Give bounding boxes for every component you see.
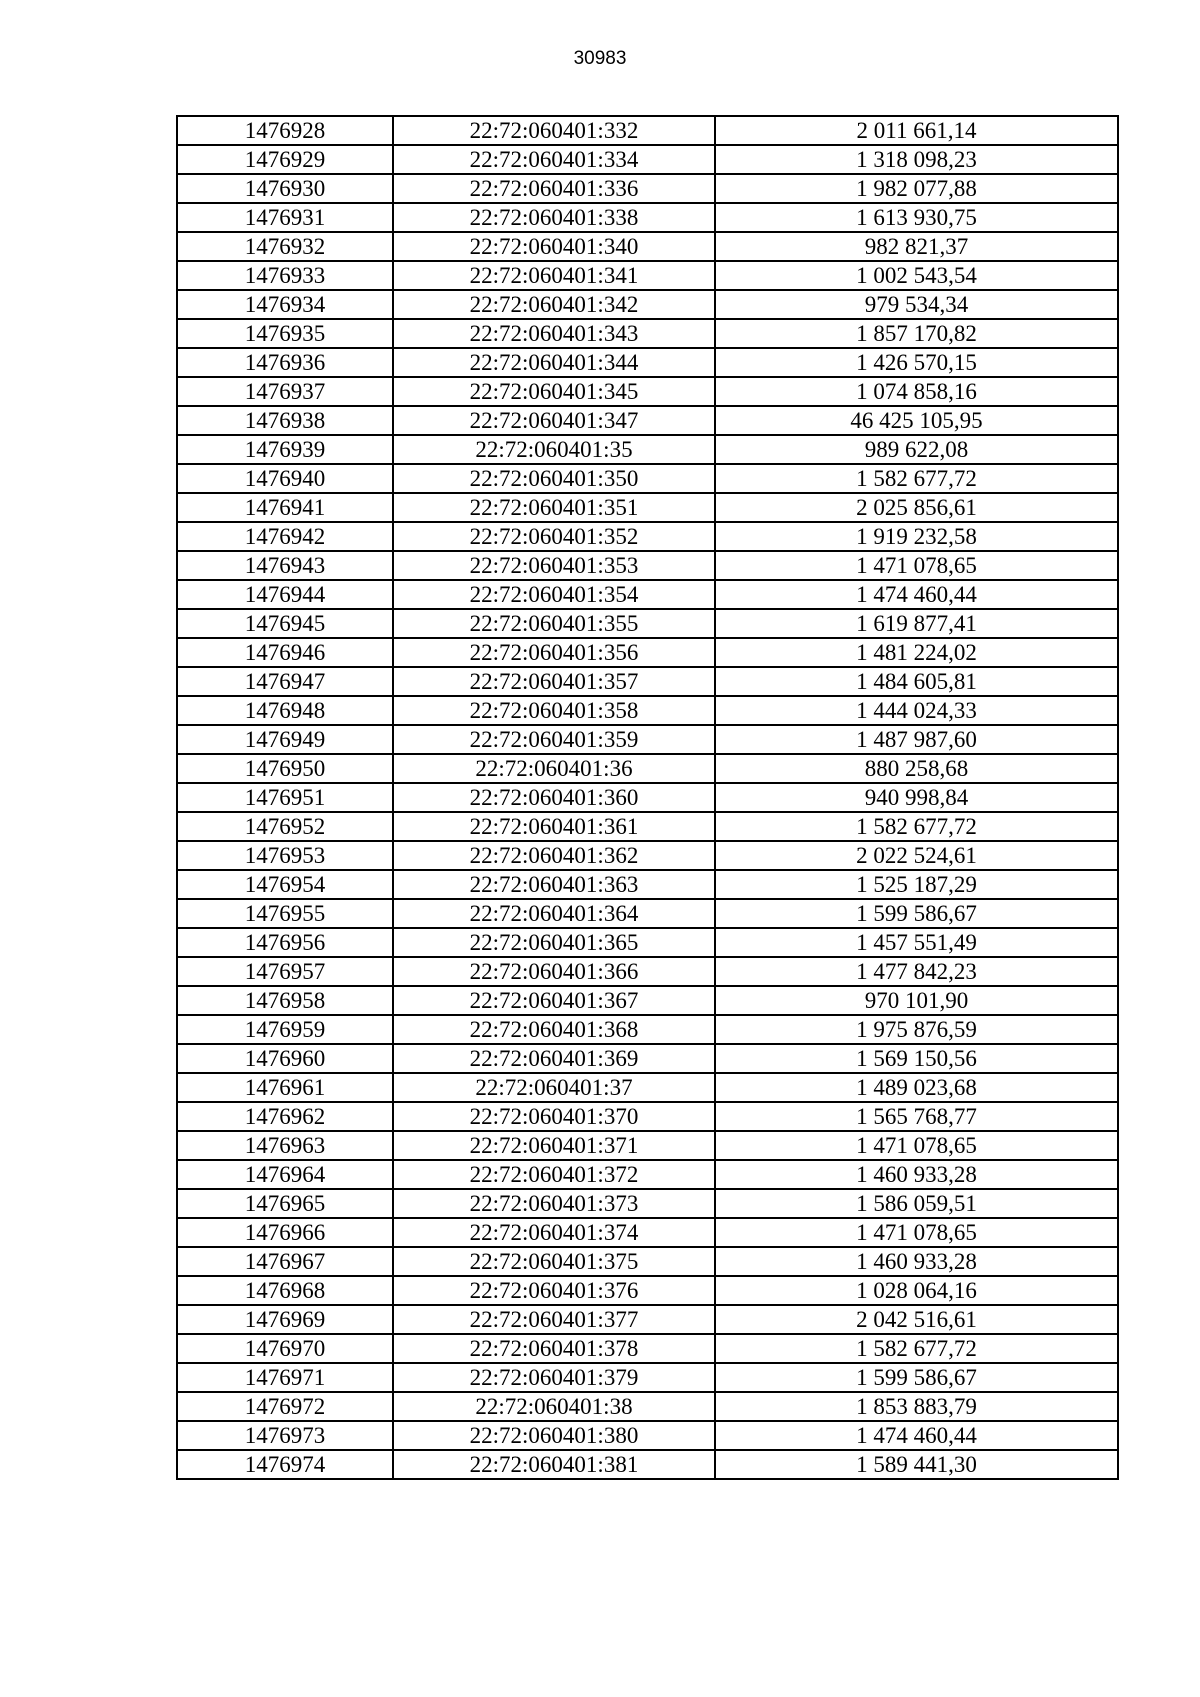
cadastral-number-cell: 22:72:060401:370 (393, 1102, 715, 1131)
table-row (177, 870, 1118, 899)
value-cell: 1 460 933,28 (715, 1160, 1118, 1189)
record-number-cell: 1476944 (177, 580, 393, 609)
table-row (177, 290, 1118, 319)
cadastral-number-cell: 22:72:060401:353 (393, 551, 715, 580)
table-row (177, 464, 1118, 493)
registry-table (176, 115, 1119, 1480)
cadastral-number-cell: 22:72:060401:362 (393, 841, 715, 870)
value-cell: 1 477 842,23 (715, 957, 1118, 986)
record-number-cell: 1476974 (177, 1450, 393, 1479)
record-number-cell: 1476936 (177, 348, 393, 377)
record-number-cell: 1476961 (177, 1073, 393, 1102)
cadastral-number-cell: 22:72:060401:350 (393, 464, 715, 493)
table-row (177, 1247, 1118, 1276)
value-cell: 989 622,08 (715, 435, 1118, 464)
table-row (177, 116, 1118, 145)
cadastral-number-cell: 22:72:060401:368 (393, 1015, 715, 1044)
record-number-cell: 1476946 (177, 638, 393, 667)
cadastral-number-cell: 22:72:060401:376 (393, 1276, 715, 1305)
record-number-cell: 1476951 (177, 783, 393, 812)
record-number-cell: 1476956 (177, 928, 393, 957)
table-row (177, 1131, 1118, 1160)
value-cell: 1 565 768,77 (715, 1102, 1118, 1131)
value-cell: 1 525 187,29 (715, 870, 1118, 899)
value-cell: 2 011 661,14 (715, 116, 1118, 145)
value-cell: 1 489 023,68 (715, 1073, 1118, 1102)
record-number-cell: 1476940 (177, 464, 393, 493)
table-row (177, 406, 1118, 435)
record-number-cell: 1476967 (177, 1247, 393, 1276)
value-cell: 1 481 224,02 (715, 638, 1118, 667)
table-row (177, 1392, 1118, 1421)
record-number-cell: 1476960 (177, 1044, 393, 1073)
record-number-cell: 1476945 (177, 609, 393, 638)
record-number-cell: 1476973 (177, 1421, 393, 1450)
table-row (177, 696, 1118, 725)
record-number-cell: 1476939 (177, 435, 393, 464)
cadastral-number-cell: 22:72:060401:357 (393, 667, 715, 696)
value-cell: 1 569 150,56 (715, 1044, 1118, 1073)
table-row (177, 609, 1118, 638)
cadastral-number-cell: 22:72:060401:378 (393, 1334, 715, 1363)
cadastral-number-cell: 22:72:060401:343 (393, 319, 715, 348)
value-cell: 1 857 170,82 (715, 319, 1118, 348)
value-cell: 979 534,34 (715, 290, 1118, 319)
cadastral-number-cell: 22:72:060401:381 (393, 1450, 715, 1479)
record-number-cell: 1476929 (177, 145, 393, 174)
table-row (177, 1015, 1118, 1044)
record-number-cell: 1476952 (177, 812, 393, 841)
value-cell: 1 426 570,15 (715, 348, 1118, 377)
cadastral-number-cell: 22:72:060401:363 (393, 870, 715, 899)
value-cell: 1 613 930,75 (715, 203, 1118, 232)
table-row (177, 1363, 1118, 1392)
cadastral-number-cell: 22:72:060401:379 (393, 1363, 715, 1392)
record-number-cell: 1476947 (177, 667, 393, 696)
cadastral-number-cell: 22:72:060401:355 (393, 609, 715, 638)
table-row (177, 957, 1118, 986)
cadastral-number-cell: 22:72:060401:36 (393, 754, 715, 783)
record-number-cell: 1476941 (177, 493, 393, 522)
table-row (177, 493, 1118, 522)
cadastral-number-cell: 22:72:060401:361 (393, 812, 715, 841)
table-row (177, 1160, 1118, 1189)
value-cell: 1 589 441,30 (715, 1450, 1118, 1479)
record-number-cell: 1476963 (177, 1131, 393, 1160)
value-cell: 1 919 232,58 (715, 522, 1118, 551)
table-row (177, 522, 1118, 551)
table-row (177, 1276, 1118, 1305)
value-cell: 1 582 677,72 (715, 464, 1118, 493)
cadastral-number-cell: 22:72:060401:336 (393, 174, 715, 203)
record-number-cell: 1476964 (177, 1160, 393, 1189)
value-cell: 1 002 543,54 (715, 261, 1118, 290)
record-number-cell: 1476953 (177, 841, 393, 870)
record-number-cell: 1476957 (177, 957, 393, 986)
cadastral-number-cell: 22:72:060401:332 (393, 116, 715, 145)
cadastral-number-cell: 22:72:060401:338 (393, 203, 715, 232)
cadastral-number-cell: 22:72:060401:380 (393, 1421, 715, 1450)
table-row (177, 725, 1118, 754)
table-row (177, 928, 1118, 957)
value-cell: 1 982 077,88 (715, 174, 1118, 203)
table-row (177, 377, 1118, 406)
value-cell: 1 460 933,28 (715, 1247, 1118, 1276)
record-number-cell: 1476932 (177, 232, 393, 261)
table-row (177, 1218, 1118, 1247)
record-number-cell: 1476968 (177, 1276, 393, 1305)
value-cell: 1 484 605,81 (715, 667, 1118, 696)
cadastral-number-cell: 22:72:060401:38 (393, 1392, 715, 1421)
table-row (177, 1421, 1118, 1450)
value-cell: 1 853 883,79 (715, 1392, 1118, 1421)
cadastral-number-cell: 22:72:060401:360 (393, 783, 715, 812)
record-number-cell: 1476950 (177, 754, 393, 783)
record-number-cell: 1476955 (177, 899, 393, 928)
record-number-cell: 1476949 (177, 725, 393, 754)
table-row (177, 638, 1118, 667)
record-number-cell: 1476969 (177, 1305, 393, 1334)
cadastral-number-cell: 22:72:060401:356 (393, 638, 715, 667)
cadastral-number-cell: 22:72:060401:366 (393, 957, 715, 986)
record-number-cell: 1476966 (177, 1218, 393, 1247)
value-cell: 1 474 460,44 (715, 1421, 1118, 1450)
value-cell: 940 998,84 (715, 783, 1118, 812)
value-cell: 2 042 516,61 (715, 1305, 1118, 1334)
value-cell: 1 444 024,33 (715, 696, 1118, 725)
cadastral-number-cell: 22:72:060401:371 (393, 1131, 715, 1160)
record-number-cell: 1476931 (177, 203, 393, 232)
record-number-cell: 1476954 (177, 870, 393, 899)
value-cell: 1 474 460,44 (715, 580, 1118, 609)
cadastral-number-cell: 22:72:060401:365 (393, 928, 715, 957)
record-number-cell: 1476928 (177, 116, 393, 145)
cadastral-number-cell: 22:72:060401:334 (393, 145, 715, 174)
record-number-cell: 1476965 (177, 1189, 393, 1218)
record-number-cell: 1476971 (177, 1363, 393, 1392)
table-row (177, 435, 1118, 464)
cadastral-number-cell: 22:72:060401:347 (393, 406, 715, 435)
table-row (177, 899, 1118, 928)
table-row (177, 174, 1118, 203)
record-number-cell: 1476934 (177, 290, 393, 319)
table-row (177, 841, 1118, 870)
value-cell: 1 074 858,16 (715, 377, 1118, 406)
table-row (177, 348, 1118, 377)
table-row (177, 1189, 1118, 1218)
record-number-cell: 1476933 (177, 261, 393, 290)
cadastral-number-cell: 22:72:060401:345 (393, 377, 715, 406)
cadastral-number-cell: 22:72:060401:369 (393, 1044, 715, 1073)
value-cell: 1 487 987,60 (715, 725, 1118, 754)
table-row (177, 1450, 1118, 1479)
record-number-cell: 1476958 (177, 986, 393, 1015)
table-row (177, 812, 1118, 841)
table-row (177, 145, 1118, 174)
cadastral-number-cell: 22:72:060401:358 (393, 696, 715, 725)
cadastral-number-cell: 22:72:060401:352 (393, 522, 715, 551)
record-number-cell: 1476970 (177, 1334, 393, 1363)
value-cell: 1 582 677,72 (715, 812, 1118, 841)
table-row (177, 551, 1118, 580)
cadastral-number-cell: 22:72:060401:373 (393, 1189, 715, 1218)
value-cell: 1 975 876,59 (715, 1015, 1118, 1044)
table-row (177, 754, 1118, 783)
cadastral-number-cell: 22:72:060401:340 (393, 232, 715, 261)
value-cell: 1 582 677,72 (715, 1334, 1118, 1363)
value-cell: 2 025 856,61 (715, 493, 1118, 522)
registry-table-body (177, 116, 1118, 1479)
record-number-cell: 1476943 (177, 551, 393, 580)
table-row (177, 667, 1118, 696)
value-cell: 1 599 586,67 (715, 899, 1118, 928)
cadastral-number-cell: 22:72:060401:35 (393, 435, 715, 464)
value-cell: 1 471 078,65 (715, 1131, 1118, 1160)
record-number-cell: 1476930 (177, 174, 393, 203)
table-row (177, 203, 1118, 232)
cadastral-number-cell: 22:72:060401:377 (393, 1305, 715, 1334)
value-cell: 1 457 551,49 (715, 928, 1118, 957)
table-row (177, 261, 1118, 290)
table-row (177, 232, 1118, 261)
value-cell: 1 471 078,65 (715, 551, 1118, 580)
table-row (177, 1102, 1118, 1131)
record-number-cell: 1476938 (177, 406, 393, 435)
record-number-cell: 1476935 (177, 319, 393, 348)
record-number-cell: 1476962 (177, 1102, 393, 1131)
record-number-cell: 1476959 (177, 1015, 393, 1044)
value-cell: 2 022 524,61 (715, 841, 1118, 870)
page-number: 30983 (573, 48, 627, 69)
cadastral-number-cell: 22:72:060401:342 (393, 290, 715, 319)
value-cell: 1 471 078,65 (715, 1218, 1118, 1247)
cadastral-number-cell: 22:72:060401:372 (393, 1160, 715, 1189)
value-cell: 46 425 105,95 (715, 406, 1118, 435)
value-cell: 880 258,68 (715, 754, 1118, 783)
record-number-cell: 1476937 (177, 377, 393, 406)
cadastral-number-cell: 22:72:060401:374 (393, 1218, 715, 1247)
cadastral-number-cell: 22:72:060401:37 (393, 1073, 715, 1102)
table-row (177, 986, 1118, 1015)
value-cell: 1 599 586,67 (715, 1363, 1118, 1392)
cadastral-number-cell: 22:72:060401:341 (393, 261, 715, 290)
cadastral-number-cell: 22:72:060401:359 (393, 725, 715, 754)
cadastral-number-cell: 22:72:060401:375 (393, 1247, 715, 1276)
value-cell: 982 821,37 (715, 232, 1118, 261)
table-row (177, 319, 1118, 348)
record-number-cell: 1476948 (177, 696, 393, 725)
record-number-cell: 1476972 (177, 1392, 393, 1421)
table-row (177, 783, 1118, 812)
table-row (177, 1305, 1118, 1334)
table-row (177, 1073, 1118, 1102)
cadastral-number-cell: 22:72:060401:351 (393, 493, 715, 522)
cadastral-number-cell: 22:72:060401:354 (393, 580, 715, 609)
cadastral-number-cell: 22:72:060401:367 (393, 986, 715, 1015)
value-cell: 1 586 059,51 (715, 1189, 1118, 1218)
cadastral-number-cell: 22:72:060401:364 (393, 899, 715, 928)
value-cell: 1 318 098,23 (715, 145, 1118, 174)
value-cell: 970 101,90 (715, 986, 1118, 1015)
table-row (177, 1044, 1118, 1073)
value-cell: 1 028 064,16 (715, 1276, 1118, 1305)
cadastral-number-cell: 22:72:060401:344 (393, 348, 715, 377)
table-row (177, 1334, 1118, 1363)
table-row (177, 580, 1118, 609)
value-cell: 1 619 877,41 (715, 609, 1118, 638)
record-number-cell: 1476942 (177, 522, 393, 551)
